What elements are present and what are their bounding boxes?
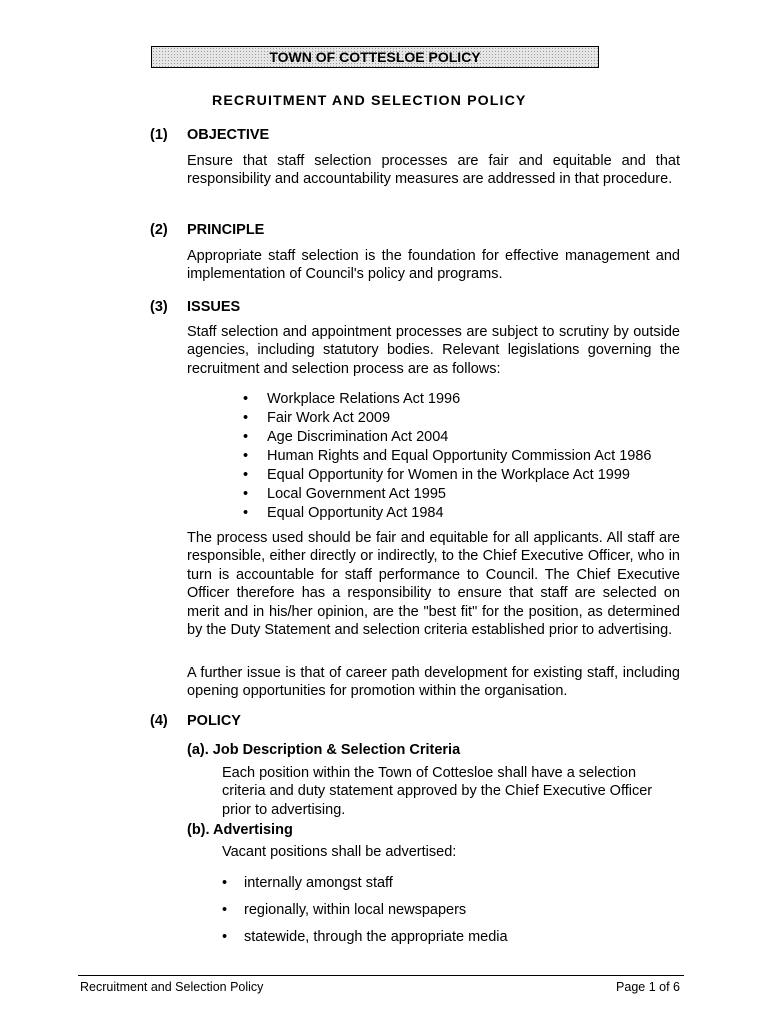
legislation-list [243, 390, 651, 523]
list-item: • Local Government Act 1995 [243, 485, 651, 504]
policy-b-text: Vacant positions shall be advertised: [222, 844, 457, 860]
document-title: RECRUITMENT AND SELECTION POLICY [212, 93, 527, 109]
section-heading-text: OBJECTIVE [187, 127, 270, 143]
policy-subheading-a: (a). Job Description & Selection Criteria [187, 742, 461, 758]
list-item: • regionally, within local newspapers [222, 897, 508, 924]
list-item: • Fair Work Act 2009 [243, 409, 651, 428]
section-number: (2) [150, 222, 168, 238]
section-policy-heading [150, 713, 241, 729]
section-heading-text: PRINCIPLE [187, 222, 265, 238]
footer-divider [78, 975, 684, 976]
section-heading-text: ISSUES [187, 299, 241, 315]
list-item: • Equal Opportunity Act 1984 [243, 504, 651, 523]
section-number: (1) [150, 127, 168, 143]
list-item: • Equal Opportunity for Women in the Workplace Act 1999 [243, 466, 651, 485]
footer-page-number: Page 1 of 6 [616, 980, 680, 994]
section-heading-text: POLICY [187, 713, 241, 729]
section-issues-heading [150, 299, 240, 315]
list-item: • Human Rights and Equal Opportunity Commission Act 1986 [243, 447, 651, 466]
section-number: (4) [150, 713, 168, 729]
issues-text: Staff selection and appointment processes are subject to scrutiny by outside agencies, including statutory bodies. Relevant legislations governing the recruitment and selection process are as follows: [187, 324, 680, 377]
list-item: • Workplace Relations Act 1996 [243, 390, 651, 409]
section-objective-heading [150, 127, 269, 143]
section-number: (3) [150, 299, 168, 315]
section-principle-heading [150, 222, 264, 238]
issues-paragraph-3: A further issue is that of career path development for existing staff, including opening opportunities for promotion within the organisation. [187, 665, 680, 700]
issues-paragraph-2: The process used should be fair and equitable for all applicants. All staff are responsible, either directly or indirectly, to the Chief Executive Officer, who in turn is accountable for staff performance to Council. The Chief Executive Officer therefore has a responsibility to ensure that staff are selected on merit and in his/her opinion, are the "best fit" for the position, as determined by the Duty Statement and selection criteria established prior to advertising. [187, 530, 680, 639]
advertising-list [222, 870, 508, 951]
footer-document-name: Recruitment and Selection Policy [80, 980, 264, 994]
list-item: • internally amongst staff [222, 870, 508, 897]
objective-text: Ensure that staff selection processes are fair and equitable and that responsibility and accountability measures are addressed in that procedure. [187, 153, 680, 188]
list-item: • statewide, through the appropriate media [222, 924, 508, 951]
policy-banner: TOWN OF COTTESLOE POLICY [151, 46, 599, 68]
principle-text: Appropriate staff selection is the foundation for effective management and implementation of Council's policy and programs. [187, 248, 680, 283]
policy-subheading-b: (b). Advertising [187, 822, 293, 838]
policy-a-text: Each position within the Town of Cottesloe shall have a selection criteria and duty statement approved by the Chief Executive Officer prior to advertising. [222, 765, 653, 818]
list-item: • Age Discrimination Act 2004 [243, 428, 651, 447]
